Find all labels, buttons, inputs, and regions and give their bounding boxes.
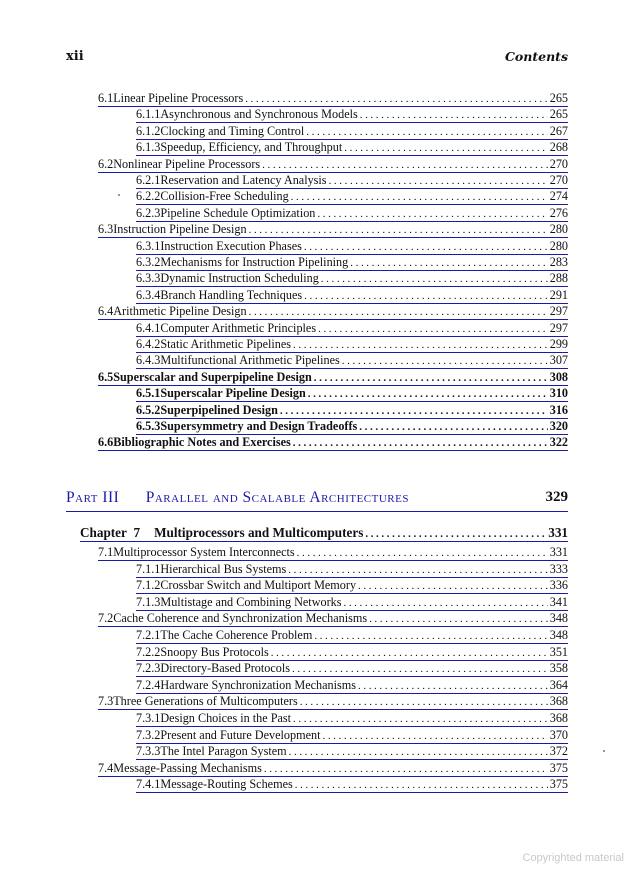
toc-row — [0, 577, 638, 593]
part-page: 329 — [545, 489, 568, 505]
entry-title: Message-Passing Mechanisms — [113, 760, 262, 775]
toc-entry-link[interactable] — [136, 418, 568, 435]
chapter-row — [0, 525, 638, 541]
toc-row — [0, 90, 638, 106]
toc-entry-link[interactable] — [136, 402, 568, 419]
toc-entry-link[interactable] — [98, 303, 568, 320]
toc-entry-link[interactable] — [136, 594, 568, 611]
entry-number: 6.5.2 — [136, 402, 161, 417]
toc-row — [0, 156, 638, 172]
entry-number: 7.4.1 — [136, 777, 161, 792]
entry-page: 265 — [549, 91, 568, 105]
entry-title: Nonlinear Pipeline Processors — [113, 156, 261, 171]
entry-title: Hardware Synchronization Mechanisms — [160, 677, 356, 692]
leader-dots — [317, 206, 547, 222]
entry-title: Branch Handling Techniques — [160, 287, 303, 302]
entry-title: Computer Arithmetic Principles — [160, 320, 317, 335]
toc-entry-link[interactable] — [136, 123, 568, 140]
toc-entry-link[interactable] — [136, 254, 568, 271]
leader-dots — [322, 728, 547, 744]
page-header-right: Contents — [504, 49, 568, 64]
entry-page: 331 — [549, 545, 568, 559]
entry-title: Instruction Pipeline Design — [113, 222, 247, 237]
entry-number: 6.2 — [98, 156, 114, 171]
entry-page: 283 — [549, 255, 568, 269]
entry-title: Arithmetic Pipeline Design — [113, 304, 247, 319]
toc-row — [0, 561, 638, 577]
toc-entry-link[interactable] — [98, 90, 568, 107]
toc-row — [0, 172, 638, 188]
leader-dots — [292, 661, 548, 677]
toc-row — [0, 693, 638, 709]
toc-entry-link[interactable] — [136, 727, 568, 744]
entry-number: 6.3 — [98, 222, 114, 237]
scan-speck — [603, 750, 605, 752]
entry-number: 7.1.1 — [136, 561, 161, 576]
toc-entry-link[interactable] — [136, 743, 568, 760]
entry-number: 7.1.3 — [136, 594, 161, 609]
toc-row — [0, 238, 638, 254]
entry-title: Static Arithmetic Pipelines — [160, 337, 292, 351]
toc-row — [0, 594, 638, 610]
toc-entry-link[interactable] — [136, 710, 568, 727]
entry-title: Cache Coherence and Synchronization Mechanisms — [113, 611, 368, 626]
entry-title: Speedup, Efficiency, and Throughput — [160, 140, 343, 155]
entry-page: 351 — [549, 644, 568, 659]
entry-title: Reservation and Latency Analysis — [160, 173, 327, 187]
toc-entry-link[interactable] — [136, 139, 568, 156]
leader-dots — [329, 173, 548, 189]
toc-row — [0, 303, 638, 319]
leader-dots — [291, 189, 548, 205]
entry-number: 6.1.1 — [136, 107, 161, 122]
toc-row — [0, 644, 638, 660]
entry-number: 7.2 — [98, 611, 114, 626]
entry-number: 7.2.2 — [136, 644, 161, 659]
entry-page: 372 — [549, 744, 568, 759]
entry-page: 280 — [549, 222, 568, 237]
toc-row — [0, 106, 638, 122]
toc-entry-link[interactable] — [136, 188, 568, 205]
entry-title: Hierarchical Bus Systems — [160, 561, 287, 576]
toc-entry-link[interactable] — [136, 336, 568, 353]
leader-dots — [308, 386, 548, 402]
toc-row — [0, 270, 638, 286]
entry-page: 307 — [549, 353, 568, 368]
toc-row — [0, 336, 638, 352]
entry-number: 6.3.3 — [136, 271, 161, 286]
entry-number: 6.2.1 — [136, 173, 161, 187]
entry-page: 270 — [549, 173, 568, 187]
entry-page: 336 — [549, 578, 568, 593]
toc-row — [0, 139, 638, 155]
toc-row — [0, 320, 638, 336]
toc-entry-link[interactable] — [136, 270, 568, 287]
entry-page: 375 — [549, 777, 568, 792]
entry-title: Multistage and Combining Networks — [160, 594, 342, 609]
toc-row — [0, 188, 638, 204]
chapter-page: 331 — [548, 525, 568, 540]
entry-page: 308 — [549, 369, 568, 384]
leader-dots — [271, 645, 548, 661]
toc-entry-link[interactable] — [98, 610, 568, 627]
toc-row — [0, 710, 638, 726]
entry-title: Dynamic Instruction Scheduling — [160, 271, 319, 286]
part-label-group — [66, 489, 409, 507]
entry-title: Mechanisms for Instruction Pipelining — [160, 255, 349, 269]
entry-page: 268 — [549, 140, 568, 155]
leader-dots — [306, 124, 547, 140]
toc-entry-link[interactable] — [136, 561, 568, 578]
entry-page: 368 — [549, 694, 568, 709]
page-header-left: xii — [66, 49, 84, 64]
toc-entry-link[interactable] — [98, 544, 568, 561]
toc-entry-link[interactable] — [136, 172, 568, 189]
entry-number: 6.1.2 — [136, 123, 161, 138]
entry-number: 7.4 — [98, 760, 114, 775]
toc-entry-link[interactable] — [98, 221, 568, 238]
toc-row — [0, 627, 638, 643]
entry-title: Three Generations of Multicomputers — [113, 694, 298, 709]
entry-number: 7.3.3 — [136, 744, 161, 759]
leader-dots — [350, 255, 547, 271]
watermark: Copyrighted material — [522, 852, 624, 864]
entry-title: Linear Pipeline Processors — [113, 91, 244, 105]
entry-number: 6.3.2 — [136, 255, 161, 269]
leader-dots — [300, 694, 548, 710]
entry-page: 267 — [549, 123, 568, 138]
leader-dots — [293, 337, 548, 353]
toc-entry-link[interactable] — [136, 352, 568, 369]
leader-dots — [358, 678, 548, 694]
entry-number: 7.2.4 — [136, 677, 161, 692]
toc-entry-link[interactable] — [136, 205, 568, 222]
entry-page: 320 — [549, 419, 568, 433]
toc-row — [0, 610, 638, 626]
entry-number: 7.1 — [98, 545, 114, 559]
entry-page: 348 — [549, 628, 568, 642]
entry-title: Asynchronous and Synchronous Models — [160, 107, 358, 122]
part-label: Part — [66, 489, 98, 506]
entry-number: 6.1.3 — [136, 140, 161, 155]
toc-entry-link[interactable] — [136, 677, 568, 694]
entry-page: 358 — [549, 661, 568, 676]
entry-page: 265 — [549, 107, 568, 122]
leader-dots — [280, 403, 548, 419]
entry-title: Collision-Free Scheduling — [160, 189, 289, 204]
toc-row — [0, 385, 638, 401]
entry-page: 333 — [549, 561, 568, 576]
leader-dots — [304, 288, 548, 304]
leader-dots — [293, 711, 548, 727]
toc-row — [0, 743, 638, 759]
entry-number: 6.5.1 — [136, 386, 161, 401]
entry-page: 364 — [549, 677, 568, 692]
entry-page: 288 — [549, 271, 568, 286]
entry-page: 322 — [549, 435, 568, 450]
entry-number: 7.3 — [98, 694, 114, 709]
entry-title: Message-Routing Schemes — [160, 777, 293, 792]
toc-row — [0, 221, 638, 237]
leader-dots — [304, 239, 548, 255]
entry-number: 6.6 — [98, 435, 114, 450]
chapter-number: 7 — [133, 525, 141, 540]
entry-page: 291 — [549, 287, 568, 302]
entry-title: Bibliographic Notes and Exercises — [113, 435, 291, 450]
entry-title: Multiprocessor System Interconnects — [113, 545, 295, 559]
toc-row — [0, 677, 638, 693]
entry-page: 276 — [549, 205, 568, 220]
entry-title: Instruction Execution Phases — [160, 238, 302, 253]
entry-title: Present and Future Development — [160, 727, 321, 742]
toc-entry-link[interactable] — [136, 106, 568, 123]
entry-number: 7.2.3 — [136, 661, 161, 676]
entry-title: Superscalar Pipeline Design — [160, 386, 306, 401]
entry-title: Directory-Based Protocols — [160, 661, 291, 676]
entry-page: 297 — [549, 304, 568, 319]
entry-title: Crossbar Switch and Multiport Memory — [160, 578, 357, 593]
leader-dots — [344, 140, 547, 156]
toc-entry-link[interactable] — [136, 320, 568, 337]
toc-entry-link[interactable] — [136, 238, 568, 255]
toc-row — [0, 123, 638, 139]
entry-page: 280 — [549, 238, 568, 253]
entry-page: 299 — [549, 337, 568, 351]
leader-dots — [289, 744, 548, 760]
entry-number: 6.4 — [98, 304, 114, 319]
entry-number: 6.3.4 — [136, 287, 161, 302]
entry-number: 6.5 — [98, 369, 114, 384]
chapter-label: Chapter — [80, 525, 127, 540]
entry-title: Superscalar and Superpipeline Design — [113, 369, 312, 384]
toc-row — [0, 776, 638, 792]
leader-dots — [249, 222, 548, 238]
toc-row — [0, 352, 638, 368]
entry-number: 7.3.2 — [136, 727, 161, 742]
entry-number: 6.4.1 — [136, 320, 161, 335]
toc-entry-link[interactable] — [98, 760, 568, 777]
leader-dots — [365, 526, 546, 542]
toc-row — [0, 254, 638, 270]
entry-number: 6.5.3 — [136, 419, 161, 433]
toc-entry-link[interactable] — [98, 434, 568, 451]
leader-dots — [249, 304, 548, 320]
leader-dots — [318, 321, 548, 337]
leader-dots — [295, 777, 548, 793]
entry-number: 7.3.1 — [136, 711, 161, 725]
leader-dots — [369, 611, 548, 627]
toc-row — [0, 418, 638, 434]
entry-page: 341 — [549, 594, 568, 609]
chapter-title: Multiprocessors and Multicomputers — [154, 525, 364, 540]
entry-page: 348 — [549, 611, 568, 626]
entry-title: Pipeline Schedule Optimization — [160, 205, 316, 220]
toc-row — [0, 727, 638, 743]
entry-title: Superpipelined Design — [160, 402, 278, 417]
toc-row — [0, 287, 638, 303]
entry-title: Supersymmetry and Design Tradeoffs — [160, 419, 358, 433]
toc-row — [0, 369, 638, 385]
leader-dots — [360, 107, 548, 123]
leader-dots — [342, 353, 548, 369]
leader-dots — [264, 761, 548, 777]
entry-page: 316 — [549, 402, 568, 417]
leader-dots — [293, 435, 548, 451]
toc-entry-link[interactable] — [136, 627, 568, 644]
entry-number: 6.1 — [98, 91, 114, 105]
entry-number: 6.3.1 — [136, 238, 161, 253]
entry-title: Design Choices in the Past — [160, 711, 292, 725]
entry-page: 274 — [549, 189, 568, 204]
entry-number: 6.2.3 — [136, 205, 161, 220]
entry-title: Snoopy Bus Protocols — [160, 644, 269, 659]
toc-entry-link[interactable] — [136, 644, 568, 661]
toc-entry-link[interactable] — [98, 369, 568, 386]
entry-page: 375 — [549, 760, 568, 775]
entry-number: 6.4.3 — [136, 353, 161, 368]
toc-entry-link[interactable] — [136, 385, 568, 402]
part-heading[interactable] — [66, 489, 568, 512]
entry-title: The Cache Coherence Problem — [160, 628, 313, 642]
scan-speck — [118, 194, 120, 196]
leader-dots — [297, 545, 548, 561]
toc-entry-link[interactable] — [136, 776, 568, 793]
leader-dots — [343, 595, 547, 611]
leader-dots — [359, 419, 547, 435]
leader-dots — [314, 628, 547, 644]
toc-entry-link[interactable] — [136, 287, 568, 304]
entry-number: 7.2.1 — [136, 628, 161, 642]
toc-row — [0, 660, 638, 676]
toc-entry-link[interactable] — [136, 660, 568, 677]
entry-page: 270 — [549, 156, 568, 171]
entry-page: 370 — [549, 727, 568, 742]
entry-title: Multifunctional Arithmetic Pipelines — [160, 353, 340, 368]
toc-entry-link[interactable] — [98, 693, 568, 710]
toc-row — [0, 205, 638, 221]
toc-row — [0, 402, 638, 418]
leader-dots — [358, 578, 548, 594]
entry-page: 310 — [549, 386, 568, 401]
entry-number: 6.2.2 — [136, 189, 161, 204]
toc-row — [0, 544, 638, 560]
toc-entry-link[interactable] — [98, 156, 568, 173]
leader-dots — [262, 157, 548, 173]
entry-number: 6.4.2 — [136, 337, 161, 351]
leader-dots — [245, 91, 548, 107]
leader-dots — [321, 271, 548, 287]
entry-page: 368 — [549, 711, 568, 725]
toc-entry-link[interactable] — [136, 577, 568, 594]
part-number: III — [102, 489, 120, 506]
leader-dots — [314, 370, 548, 386]
chapter-link[interactable] — [80, 525, 568, 542]
entry-title: The Intel Paragon System — [160, 744, 287, 759]
leader-dots — [288, 562, 547, 578]
toc-row — [0, 760, 638, 776]
entry-number: 7.1.2 — [136, 578, 161, 593]
part-title: Parallel and Scalable Architectures — [145, 489, 409, 506]
entry-page: 297 — [549, 320, 568, 335]
entry-title: Clocking and Timing Control — [160, 123, 305, 138]
toc-row — [0, 434, 638, 450]
